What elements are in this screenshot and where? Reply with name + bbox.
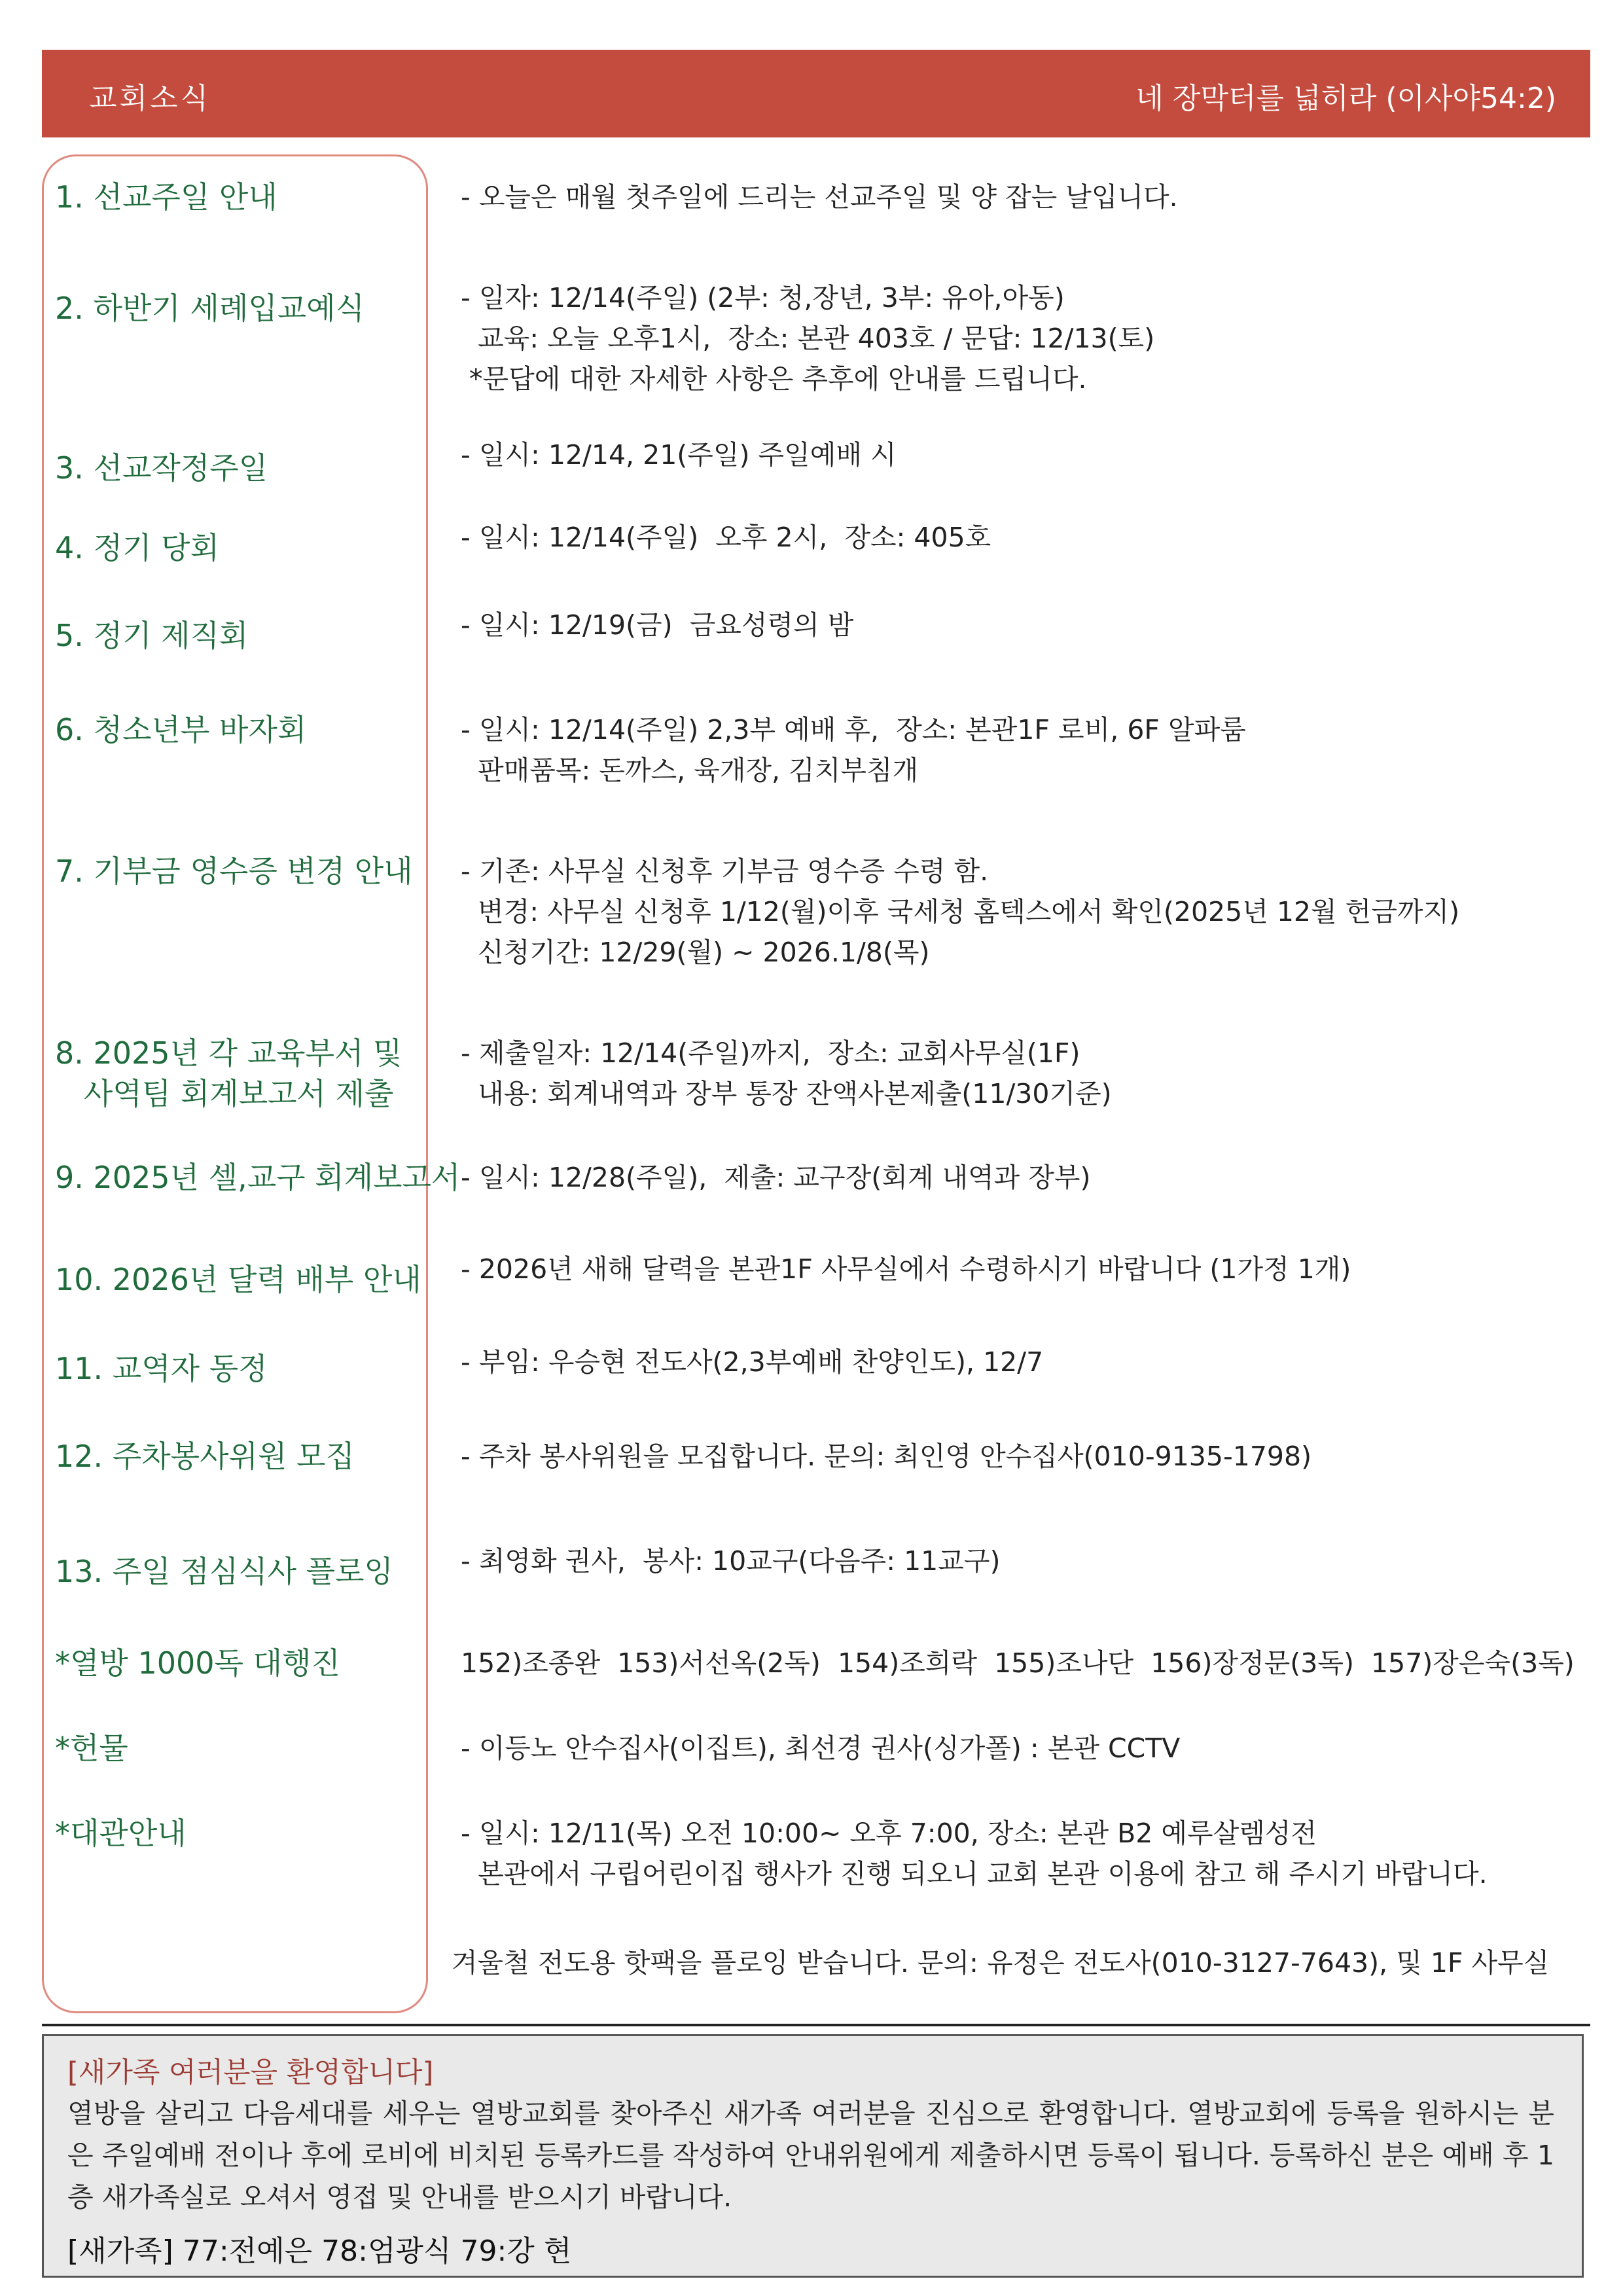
item-label xyxy=(55,1033,435,1114)
item-content-line: 판매품목: 돈까스, 육개장, 김치부침개 xyxy=(461,755,919,786)
item-content-line: - 일시: 12/19(금) 금요성령의 밤 xyxy=(461,609,854,641)
item-label xyxy=(55,1551,435,1592)
item-label xyxy=(55,448,435,488)
item-content xyxy=(461,851,1586,973)
item-content-line: - 기존: 사무실 신청후 기부금 영수증 수령 함. xyxy=(461,855,989,887)
item-content-line: - 일시: 12/11(목) 오전 10:00~ 오후 7:00, 장소: 본관 B2 예루살렘성전 xyxy=(461,1818,1317,1849)
item-content-line: - 부임: 우승현 전도사(2,3부예배 찬양인도), 12/7 xyxy=(461,1346,1044,1378)
item-label xyxy=(55,709,435,750)
item-label-line: 6. 청소년부 바자회 xyxy=(55,712,307,747)
item-content-line: - 일시: 12/14(주일) 2,3부 예배 후, 장소: 본관1F 로비, 6F 알파룸 xyxy=(461,714,1246,745)
item-content xyxy=(461,1728,1586,1768)
item-label-line: 7. 기부금 영수증 변경 안내 xyxy=(55,853,413,889)
item-label-line: *열방 1000독 대행진 xyxy=(55,1645,340,1681)
item-content-line: - 일자: 12/14(주일) (2부: 청,장년, 3부: 유아,아동) xyxy=(461,282,1065,314)
item-content-line: - 일시: 12/14(주일) 오후 2시, 장소: 405호 xyxy=(461,522,991,553)
item-content xyxy=(461,278,1586,399)
item-content-line: 변경: 사무실 신청후 1/12(월)이후 국세청 홈텍스에서 확인(2025년 12월 헌금까지) xyxy=(461,896,1460,927)
item-content-line: 신청기간: 12/29(월) ~ 2026.1/8(목) xyxy=(461,937,930,968)
item-label xyxy=(55,851,435,891)
item-content xyxy=(461,177,1586,217)
scripture-verse: 네 장막터를 넓히라 (이사야54:2) xyxy=(1135,82,1556,115)
item-label xyxy=(55,1643,435,1683)
item-label-line: 사역팀 회계보고서 제출 xyxy=(55,1076,394,1111)
item-content-line: - 오늘은 매월 첫주일에 드리는 선교주일 및 양 잡는 날입니다. xyxy=(461,181,1178,213)
item-content xyxy=(461,1033,1586,1114)
item-content-line: - 제출일자: 12/14(주일)까지, 장소: 교회사무실(1F) xyxy=(461,1037,1080,1069)
item-content xyxy=(461,709,1586,791)
welcome-box xyxy=(42,2034,1584,2278)
divider xyxy=(42,2024,1590,2026)
item-content-line: - 주차 봉사위원을 모집합니다. 문의: 최인영 안수집사(010-9135-1798) xyxy=(461,1441,1312,1472)
item-label-line: 5. 정기 제직회 xyxy=(55,618,249,653)
header-bar xyxy=(42,50,1590,137)
item-label xyxy=(55,1436,435,1477)
item-label xyxy=(55,1728,435,1768)
item-label xyxy=(55,177,435,217)
item-content xyxy=(461,1813,1586,1894)
item-label-line: 1. 선교주일 안내 xyxy=(55,179,277,215)
new-members: [새가족] 77:전예은 78:엄광식 79:강 현 xyxy=(67,2234,572,2268)
item-label-line: 4. 정기 당회 xyxy=(55,530,219,565)
section-title: 교회소식 xyxy=(89,82,211,115)
item-content-line: - 2026년 새해 달력을 본관1F 사무실에서 수령하시기 바랍니다 (1가정 1개) xyxy=(461,1253,1351,1285)
item-content-line: 교육: 오늘 오후1시, 장소: 본관 403호 / 문답: 12/13(토) xyxy=(461,323,1155,354)
item-label-line: 12. 주차봉사위원 모집 xyxy=(55,1439,355,1474)
item-label-line: 10. 2026년 달력 배부 안내 xyxy=(55,1262,421,1297)
item-label-line: 8. 2025년 각 교육부서 및 xyxy=(55,1035,402,1071)
item-label xyxy=(55,615,435,656)
item-label xyxy=(55,1813,435,1854)
item-content xyxy=(461,1249,1586,1289)
item-label-line: 3. 선교작정주일 xyxy=(55,450,268,486)
welcome-body: 열방을 살리고 다음세대를 세우는 열방교회를 찾아주신 새가족 여러분을 진심으로 환영합니다. 열방교회에 등록을 원하시는 분은 주일예배 전이나 후에 로비에 비치된 등록카드를 작성하여 안내위원에게 제출하시면 등록이 됩니다. 등록하신 분은 예배 후 1층 새가족실로 오셔서 영접 및 안내를 받으시기 바랍니다. xyxy=(67,2098,1554,2213)
item-content xyxy=(461,605,1586,645)
item-content-line: - 이등노 안수집사(이집트), 최선경 권사(싱가폴) : 본관 CCTV xyxy=(461,1732,1181,1764)
hotpack-note: 겨울철 전도용 핫팩을 플로잉 받습니다. 문의: 유정은 전도사(010-3127-7643), 및 1F 사무실 xyxy=(452,1947,1550,1979)
item-content-line: 152)조종완 153)서선옥(2독) 154)조희락 155)조나단 156)장정문(3독) 157)장은숙(3독) xyxy=(461,1647,1575,1679)
item-content-line: - 일시: 12/28(주일), 제출: 교구장(회계 내역과 장부) xyxy=(461,1162,1091,1193)
item-content xyxy=(461,1342,1586,1382)
item-content xyxy=(461,1436,1586,1477)
item-label-line: *헌물 xyxy=(55,1731,128,1766)
item-label-line: *대관안내 xyxy=(55,1816,187,1851)
item-label xyxy=(55,1157,461,1198)
item-content xyxy=(461,1157,1586,1198)
welcome-title: [새가족 여러분을 환영합니다] xyxy=(67,2056,434,2089)
item-label-line: 9. 2025년 셀,교구 회계보고서 xyxy=(55,1160,461,1195)
item-label-line: 13. 주일 점심식사 플로잉 xyxy=(55,1554,393,1589)
item-label-line: 11. 교역자 동정 xyxy=(55,1351,268,1386)
item-content-line: *문답에 대한 자세한 사항은 추후에 안내를 드립니다. xyxy=(461,363,1087,395)
item-label xyxy=(55,1348,435,1389)
item-content-line: - 최영화 권사, 봉사: 10교구(다음주: 11교구) xyxy=(461,1545,1001,1577)
item-content-line: 내용: 회계내역과 장부 통장 잔액사본제출(11/30기준) xyxy=(461,1078,1112,1109)
item-content xyxy=(461,517,1586,558)
item-content-line: - 일시: 12/14, 21(주일) 주일예배 시 xyxy=(461,439,897,471)
item-label xyxy=(55,528,435,568)
item-label xyxy=(55,288,435,329)
item-content xyxy=(461,1643,1586,1683)
item-label xyxy=(55,1259,435,1300)
item-content-line: 본관에서 구립어린이집 행사가 진행 되오니 교회 본관 이용에 참고 해 주시기 바랍니다. xyxy=(461,1858,1488,1890)
item-content xyxy=(461,435,1586,475)
item-content xyxy=(461,1541,1586,1581)
item-label-line: 2. 하반기 세례입교예식 xyxy=(55,291,365,326)
